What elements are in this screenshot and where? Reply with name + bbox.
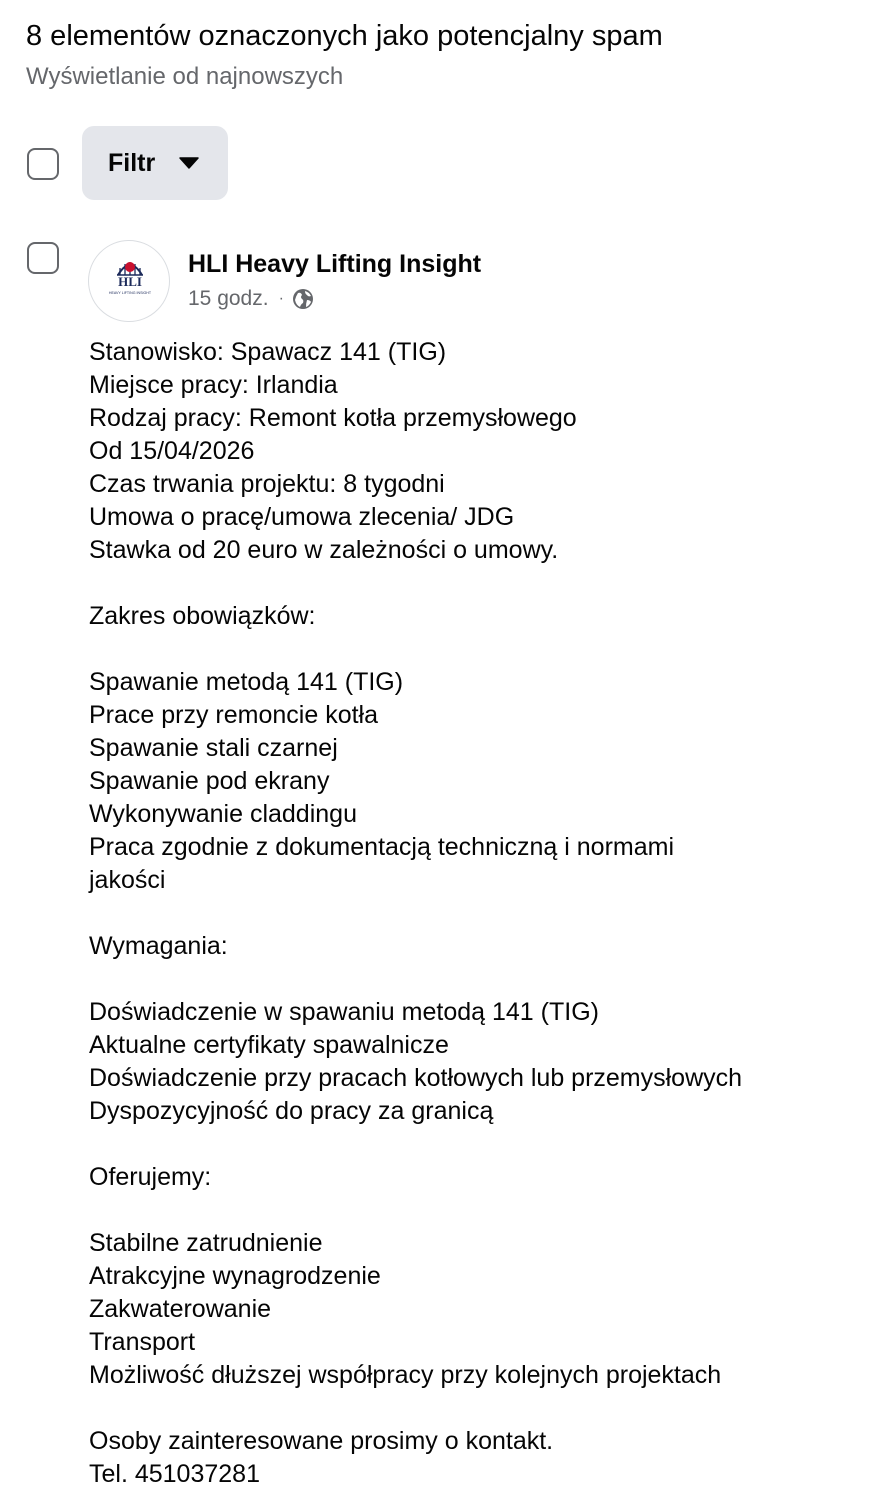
post-text-line: Spawanie metodą 141 (TIG) (89, 668, 404, 696)
post-blank-line (89, 633, 859, 666)
post-text-line: Możliwość dłuższej współpracy przy kolejnych projektach (89, 1361, 722, 1389)
logo-text: HLI (118, 274, 142, 289)
select-all-checkbox[interactable] (27, 148, 59, 180)
post-blank-line (89, 1128, 859, 1161)
post-body (89, 336, 859, 1491)
post-text-line: Atrakcyjne wynagrodzenie (89, 1262, 381, 1290)
sort-order-label: Wyświetlanie od najnowszych (26, 63, 344, 90)
caret-down-icon (179, 157, 199, 169)
post-text-line: Stawka od 20 euro w zależności o umowy. (89, 536, 559, 564)
logo-subtext: HEAVY LIFTING INSIGHT (108, 291, 152, 295)
post-text-line: Transport (89, 1328, 196, 1356)
post-blank-line (89, 897, 859, 930)
avatar[interactable] (88, 240, 170, 322)
post-blank-line (89, 1392, 859, 1425)
post-text-line: Umowa o pracę/umowa zlecenia/ JDG (89, 503, 515, 531)
post-text-line: Spawanie pod ekrany (89, 767, 330, 795)
post-text-line: Spawanie stali czarnej (89, 734, 338, 762)
globe-icon[interactable] (292, 288, 314, 310)
meta-separator: · (278, 290, 284, 307)
post-select-checkbox[interactable] (27, 242, 59, 274)
post-text-line: Stabilne zatrudnienie (89, 1229, 323, 1257)
post-text-line: Stanowisko: Spawacz 141 (TIG) (89, 338, 447, 366)
post-text-line: Tel. 451037281 (89, 1460, 260, 1488)
post-text-line: Rodzaj pracy: Remont kotła przemysłowego (89, 404, 577, 432)
post-text-line: Praca zgodnie z dokumentacją techniczną i normami (89, 833, 675, 861)
post-text-line: Dyspozycyjność do pracy za granicą (89, 1097, 494, 1125)
post-blank-line (89, 567, 859, 600)
post-timestamp[interactable]: 15 godz. (188, 287, 269, 310)
filter-label: Filtr (108, 148, 156, 177)
post-text-line: Czas trwania projektu: 8 tygodni (89, 470, 445, 498)
post-blank-line (89, 1194, 859, 1227)
post-text-line: Zakwaterowanie (89, 1295, 272, 1323)
post-text-line: Wymagania: (89, 932, 228, 960)
post-text-line: Wykonywanie claddingu (89, 800, 357, 828)
post-text-line: Oferujemy: (89, 1163, 212, 1191)
post-text-line: Prace przy remoncie kotła (89, 701, 379, 729)
post-text-line: Doświadczenie w spawaniu metodą 141 (TIG) (89, 998, 599, 1026)
post-blank-line (89, 963, 859, 996)
post-author-name[interactable]: HLI Heavy Lifting Insight (188, 250, 482, 278)
hli-logo-icon (89, 241, 170, 322)
filter-button[interactable] (82, 126, 228, 200)
post-text-line: Osoby zainteresowane prosimy o kontakt. (89, 1427, 554, 1455)
post-text-line: jakości (89, 866, 166, 894)
post-text-line: Miejsce pracy: Irlandia (89, 371, 338, 399)
post-text-line: Aktualne certyfikaty spawalnicze (89, 1031, 449, 1059)
post-text-line: Od 15/04/2026 (89, 437, 255, 465)
page-title: 8 elementów oznaczonych jako potencjalny spam (26, 20, 663, 52)
post-text-line: Doświadczenie przy pracach kotłowych lub przemysłowych (89, 1064, 743, 1092)
post-text-line: Zakres obowiązków: (89, 602, 316, 630)
post-meta (188, 284, 314, 314)
